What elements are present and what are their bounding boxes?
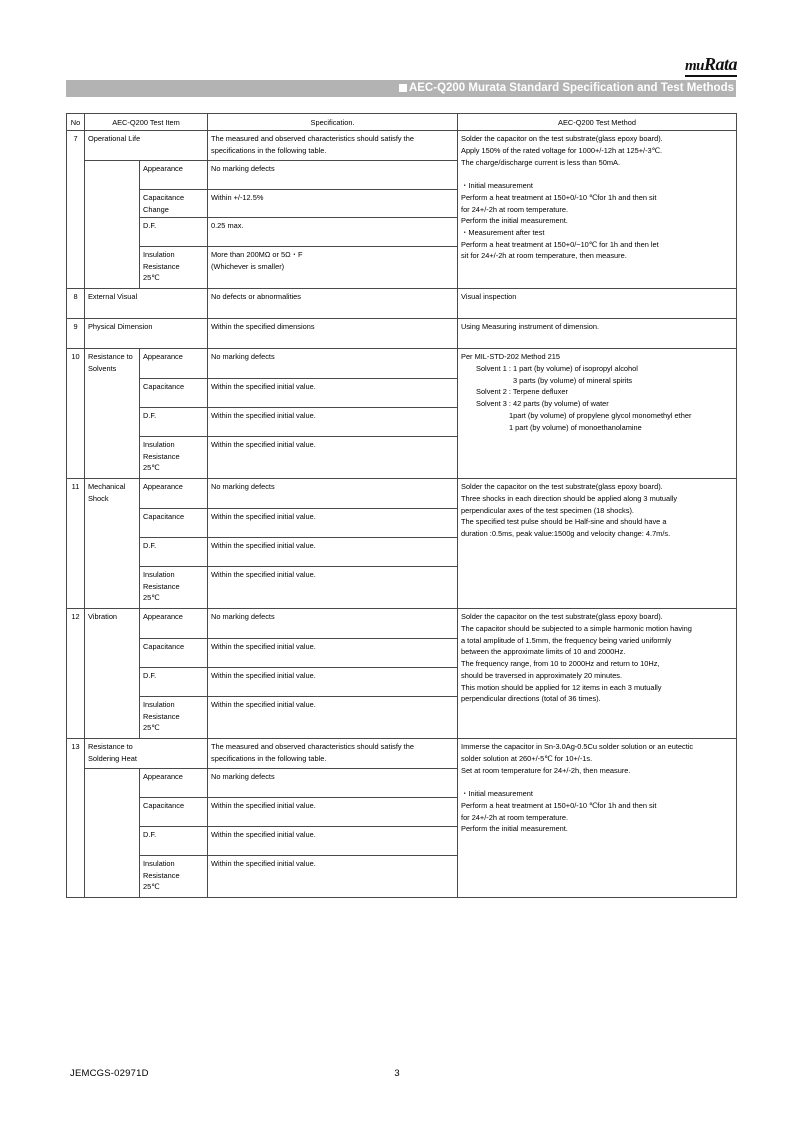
- section-title-band: [66, 80, 736, 97]
- row-method-7: Solder the capacitor on the test substrate(glass epoxy board). Apply 150% of the rated voltage for 1000+/-12h at 125+/-3℃. The charge/discharge current is less than 50mA. ・Initial measurement Perform a heat treatment at 150+0/-10 ℃for 1h and then sit for 24+/-2h at room temperature. Perform the initial measurement. ・Measurement after test Perform a heat treatment at 150+0/−10℃ for 1h and then let sit for 24+/-2h at room temperature, then measure.: [458, 131, 737, 289]
- row-item-8: External Visual: [85, 289, 208, 319]
- row-sub-label-7-1: Capacitance Change: [140, 190, 208, 218]
- row-sub-value-13-1: Within the specified initial value.: [208, 798, 458, 827]
- table-row: [67, 319, 737, 349]
- row-sub-label-11-0: Appearance: [140, 479, 208, 509]
- logo-rata-text: Rata: [703, 54, 737, 74]
- table-row: [67, 479, 737, 509]
- row-no-9: 9: [67, 319, 85, 349]
- row-no-10: 10: [67, 349, 85, 479]
- table-row: [67, 289, 737, 319]
- row-sub-label-12-2: D.F.: [140, 668, 208, 697]
- row-sub-label-7-0: Appearance: [140, 161, 208, 190]
- header-specification: Specification.: [208, 114, 458, 131]
- row-sub-label-10-0: Appearance: [140, 349, 208, 379]
- row-sub-value-10-0: No marking defects: [208, 349, 458, 379]
- row-sub-label-11-2: D.F.: [140, 538, 208, 567]
- aec-q200-spec-table: [66, 113, 737, 898]
- row-method-11: Solder the capacitor on the test substrate(glass epoxy board). Three shocks in each direction should be applied along 3 mutually perpendicular axes of the test specimen (18 shocks). The specified test pulse should be Half-sine and should have a duration :0.5ms, peak value:1500g and velocity change: 4.7m/s.: [458, 479, 737, 609]
- row-item-10: Resistance to Solvents: [85, 349, 140, 479]
- footer-document-number: JEMCGS-02971D: [70, 1068, 149, 1079]
- row-item-11: Mechanical Shock: [85, 479, 140, 609]
- row-sub-value-13-0: No marking defects: [208, 769, 458, 798]
- row-method-10: Per MIL-STD-202 Method 215 Solvent 1 : 1 part (by volume) of isopropyl alcohol 3 parts (by volume) of mineral spirits Solvent 2 : Terpene defluxer Solvent 3 : 42 parts (by volume) of water 1part (by volume) of propylene glycol monomethyl ether 1 part (by volume) of monoethanolamine: [458, 349, 737, 479]
- row-spec-main-7: The measured and observed characteristics should satisfy the specifications in the following table.: [208, 131, 458, 161]
- row-sub-value-11-2: Within the specified initial value.: [208, 538, 458, 567]
- table-row: [67, 131, 737, 161]
- header-test-method: AEC-Q200 Test Method: [458, 114, 737, 131]
- row-spec-main-13: The measured and observed characteristics should satisfy the specifications in the following table.: [208, 739, 458, 769]
- row-sub-value-10-1: Within the specified initial value.: [208, 379, 458, 408]
- row-sub-value-7-2: 0.25 max.: [208, 218, 458, 247]
- row-item-13-spacer: [85, 769, 140, 898]
- row-sub-label-10-1: Capacitance: [140, 379, 208, 408]
- row-sub-value-10-2: Within the specified initial value.: [208, 408, 458, 437]
- logo-mu-text: mu: [684, 58, 704, 74]
- square-bullet-icon: [399, 84, 407, 92]
- row-sub-label-13-3: Insulation Resistance 25℃: [140, 856, 208, 898]
- row-method-9: Using Measuring instrument of dimension.: [458, 319, 737, 349]
- table-row: [67, 349, 737, 379]
- murata-logo: [685, 55, 737, 77]
- row-item-12: Vibration: [85, 609, 140, 739]
- row-sub-value-12-1: Within the specified initial value.: [208, 639, 458, 668]
- row-sub-value-11-0: No marking defects: [208, 479, 458, 509]
- row-sub-value-11-1: Within the specified initial value.: [208, 509, 458, 538]
- row-sub-value-12-0: No marking defects: [208, 609, 458, 639]
- row-sub-label-12-3: Insulation Resistance 25℃: [140, 697, 208, 739]
- row-sub-label-11-1: Capacitance: [140, 509, 208, 538]
- row-spec-8: No defects or abnormalities: [208, 289, 458, 319]
- row-method-8: Visual inspection: [458, 289, 737, 319]
- row-no-8: 8: [67, 289, 85, 319]
- row-method-13: Immerse the capacitor in Sn-3.0Ag-0.5Cu solder solution or an eutectic solder solution at 260+/-5℃ for 10+/-1s. Set at room temperature for 24+/-2h, then measure. ・Initial measurement Perform a heat treatment at 150+0/-10 ℃for 1h and then sit for 24+/-2h at room temperature. Perform the initial measurement.: [458, 739, 737, 898]
- row-sub-value-7-1: Within +/-12.5%: [208, 190, 458, 218]
- row-no-7: 7: [67, 131, 85, 289]
- row-sub-label-7-3: Insulation Resistance 25℃: [140, 247, 208, 289]
- table-header-row: [67, 114, 737, 131]
- row-sub-label-13-2: D.F.: [140, 827, 208, 856]
- footer-page-number: 3: [394, 1068, 400, 1079]
- row-sub-value-13-2: Within the specified initial value.: [208, 827, 458, 856]
- row-item-7: Operational Life: [85, 131, 208, 161]
- row-sub-value-12-3: Within the specified initial value.: [208, 697, 458, 739]
- row-item-7-spacer: [85, 161, 140, 289]
- row-sub-value-7-0: No marking defects: [208, 161, 458, 190]
- row-sub-label-10-3: Insulation Resistance 25℃: [140, 437, 208, 479]
- row-sub-label-13-0: Appearance: [140, 769, 208, 798]
- table-row: [67, 609, 737, 639]
- row-sub-value-12-2: Within the specified initial value.: [208, 668, 458, 697]
- row-sub-label-12-0: Appearance: [140, 609, 208, 639]
- row-sub-value-13-3: Within the specified initial value.: [208, 856, 458, 898]
- row-sub-value-7-3: More than 200MΩ or 5Ω・F (Whichever is smaller): [208, 247, 458, 289]
- row-no-12: 12: [67, 609, 85, 739]
- row-sub-label-10-2: D.F.: [140, 408, 208, 437]
- row-method-12: Solder the capacitor on the test substrate(glass epoxy board). The capacitor should be subjected to a simple harmonic motion having a total amplitude of 1.5mm, the frequency being varied uniformly between the approximate limits of 10 and 2000Hz. The frequency range, from 10 to 2000Hz and return to 10Hz, should be traversed in approximately 20 minutes. This motion should be applied for 12 items in each 3 mutually perpendicular directions (total of 36 times).: [458, 609, 737, 739]
- header-test-item: AEC-Q200 Test Item: [85, 114, 208, 131]
- row-sub-value-10-3: Within the specified initial value.: [208, 437, 458, 479]
- row-sub-value-11-3: Within the specified initial value.: [208, 567, 458, 609]
- row-sub-label-12-1: Capacitance: [140, 639, 208, 668]
- row-no-11: 11: [67, 479, 85, 609]
- row-no-13: 13: [67, 739, 85, 898]
- row-sub-label-13-1: Capacitance: [140, 798, 208, 827]
- table-row: [67, 739, 737, 769]
- section-title-text: AEC-Q200 Murata Standard Specification and Test Methods: [408, 82, 734, 94]
- row-sub-label-11-3: Insulation Resistance 25℃: [140, 567, 208, 609]
- row-item-13: Resistance to Soldering Heat: [85, 739, 208, 769]
- row-sub-label-7-2: D.F.: [140, 218, 208, 247]
- row-item-9: Physical Dimension: [85, 319, 208, 349]
- header-no: No: [67, 114, 85, 131]
- row-spec-9: Within the specified dimensions: [208, 319, 458, 349]
- murata-wordmark: [685, 55, 737, 77]
